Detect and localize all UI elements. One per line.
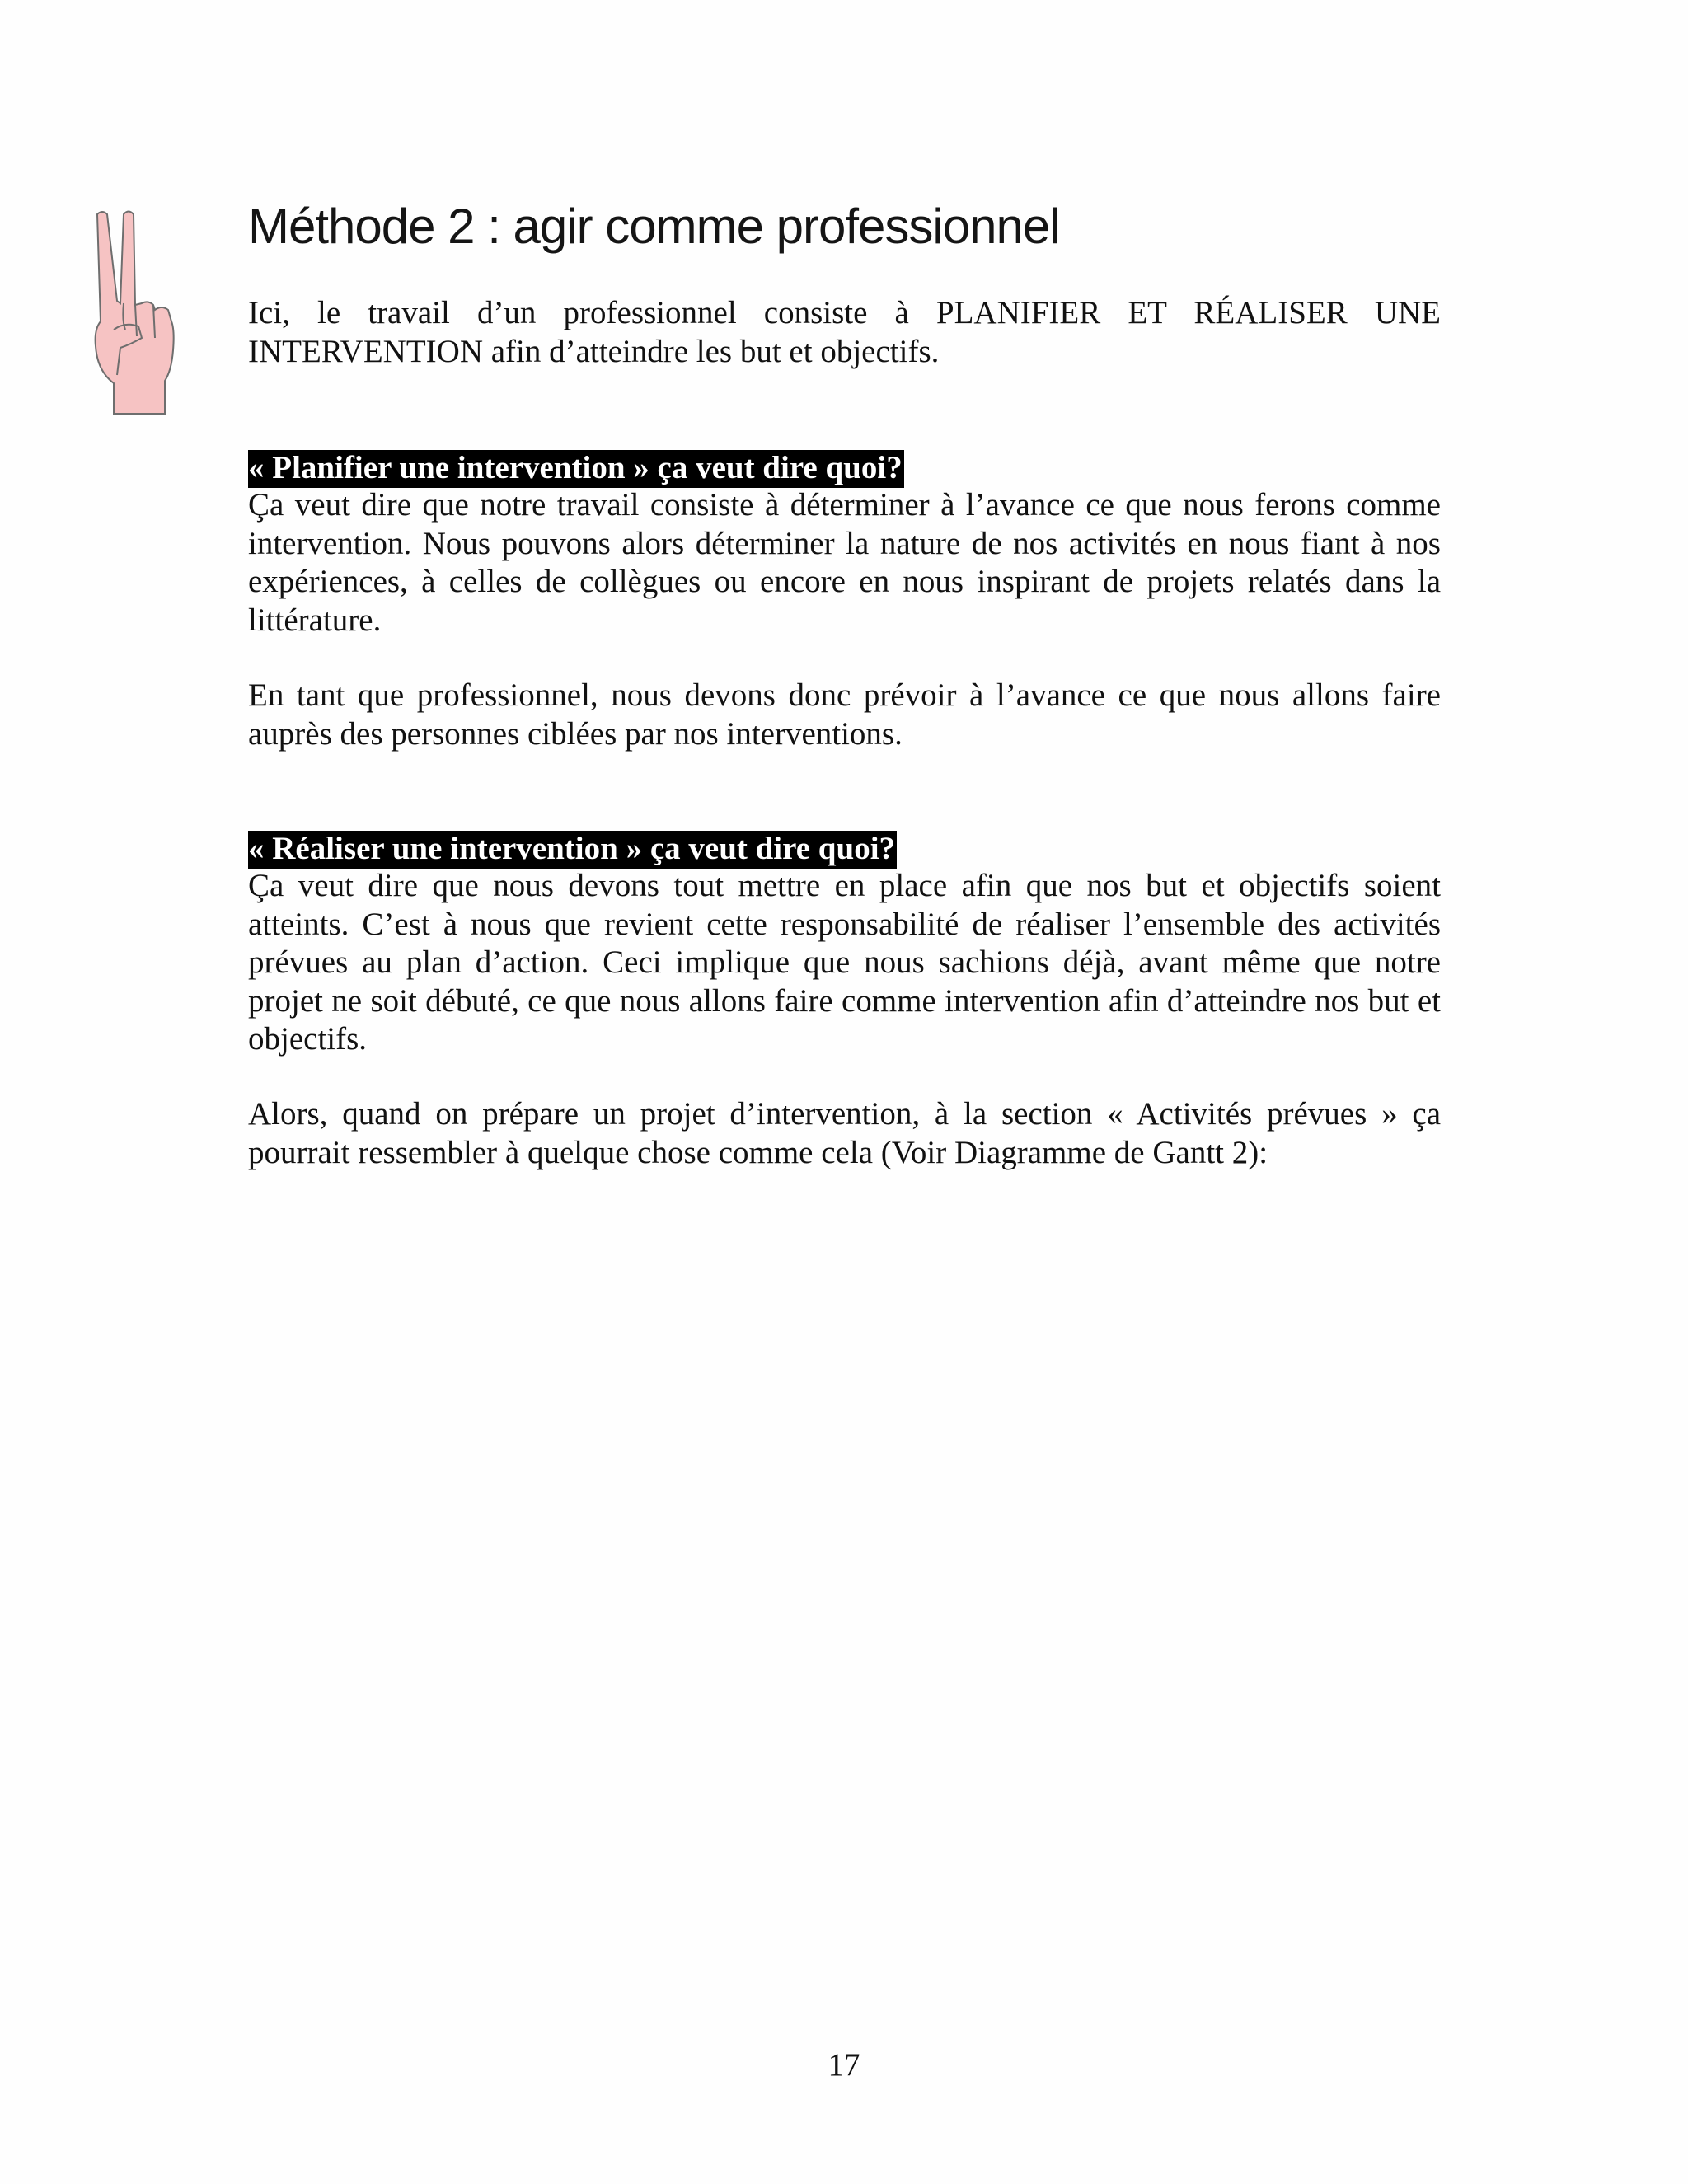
victory-hand-icon [92, 206, 181, 416]
planifier-paragraph-2: En tant que professionnel, nous devons donc prévoir à l’avance ce que nous allons faire auprès des personnes ciblées par nos interventions. [248, 677, 1441, 752]
intro-paragraph: Ici, le travail d’un professionnel consiste à PLANIFIER ET RÉALISER UNE INTERVENTION afin d’atteindre les but et objectifs. [248, 295, 1441, 369]
section-heading-planifier: « Planifier une intervention » ça veut dire quoi? [248, 450, 904, 488]
page-title: Méthode 2 : agir comme professionnel [248, 199, 1060, 254]
page-number: 17 [828, 2047, 860, 2083]
planifier-paragraph-1: Ça veut dire que notre travail consiste à déterminer à l’avance ce que nous ferons comme intervention. Nous pouvons alors déterminer la nature de nos activités en nous fiant à nos expériences, à celles de collègues ou encore en nous inspirant de projets relatés dans la littérature. [248, 487, 1441, 638]
realiser-paragraph-2: Alors, quand on prépare un projet d’intervention, à la section « Activités prévues » ça pourrait ressembler à quelque chose comme cela (Voir Diagramme de Gantt 2): [248, 1096, 1441, 1170]
realiser-paragraph-1: Ça veut dire que nous devons tout mettre en place afin que nos but et objectifs soient atteints. C’est à nous que revient cette responsabilité de réaliser l’ensemble des activités prévues au plan d’action. Ceci implique que nous sachions déjà, avant même que notre projet ne soit débuté, ce que nous allons faire comme intervention afin d’atteindre nos but et objectifs. [248, 868, 1441, 1057]
section-heading-realiser: « Réaliser une intervention » ça veut dire quoi? [248, 831, 897, 869]
